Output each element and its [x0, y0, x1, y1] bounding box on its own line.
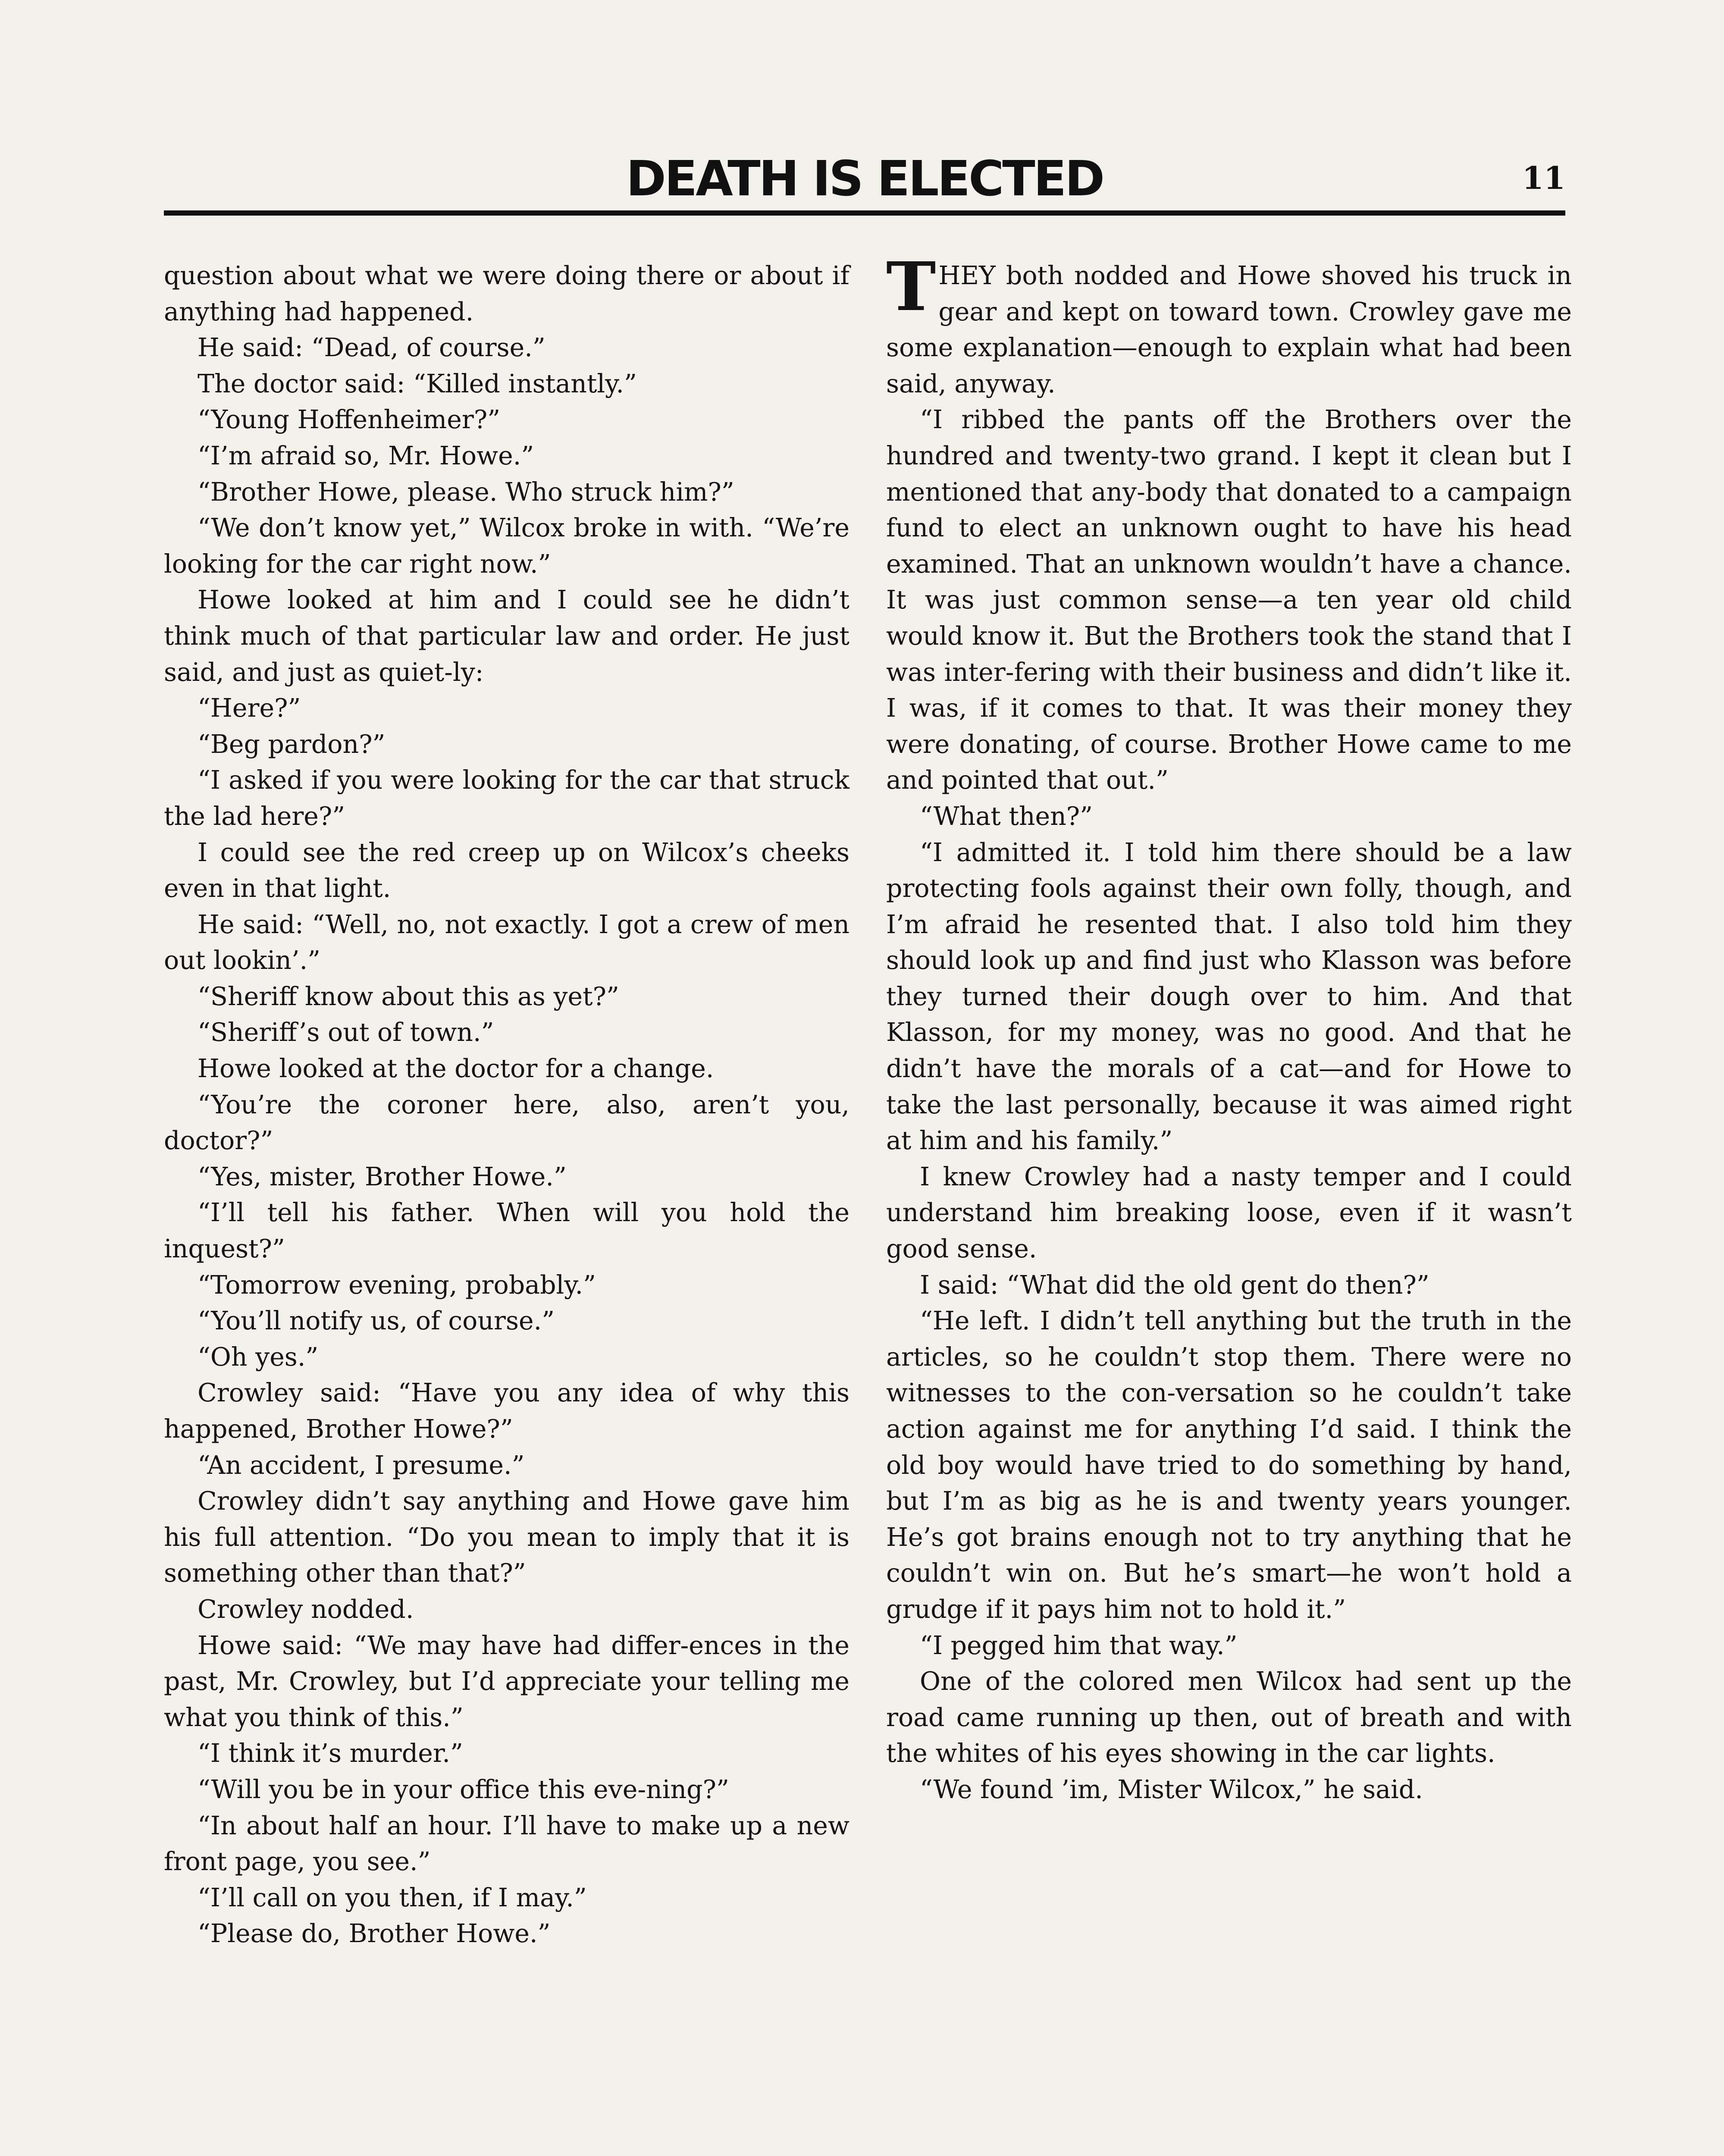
paragraph: “I’m afraid so, Mr. Howe.”: [197, 441, 534, 470]
paragraph: “Oh yes.”: [197, 1342, 319, 1372]
paragraph: “Tomorrow evening, probably.”: [197, 1270, 596, 1300]
header-rule: [164, 210, 1565, 216]
paragraph: “I think it’s murder.”: [197, 1739, 463, 1768]
right-column: [886, 247, 1572, 1808]
paragraph: “An accident, I presume.”: [197, 1450, 525, 1480]
paragraph: “We don’t know yet,” Wilcox broke in with. “We’re looking for the car right now.”: [164, 513, 849, 579]
paragraph: “I asked if you were looking for the car that struck the lad here?”: [164, 765, 849, 831]
paragraph: I could see the red creep up on Wilcox’s cheeks even in that light.: [164, 837, 849, 903]
paragraph: “I pegged him that way.”: [920, 1630, 1238, 1660]
paragraph: Howe looked at him and I could see he didn’t think much of that particular law and order. He just said, and just as quiet-ly:: [164, 585, 849, 687]
paragraph: “We found ’im, Mister Wilcox,” he said.: [920, 1774, 1423, 1804]
page-number: 11: [1522, 160, 1565, 196]
paragraph: One of the colored men Wilcox had sent up the road came running up then, out of breath and with the whites of his eyes showing in the car lights.: [886, 1667, 1572, 1768]
paragraph: “He left. I didn’t tell anything but the truth in the articles, so he couldn’t stop them. There were no witnesses to the con-versation so he couldn’t take action against me for anything I’d said. I think the old boy would have tried to do something by hand, but I’m as big as he is and twenty years younger. He’s got brains enough not to try anything that he couldn’t win on. But he’s smart—he won’t hold a grudge if it pays him not to hold it.”: [886, 1306, 1572, 1624]
paragraph: “I ribbed the pants off the Brothers over the hundred and twenty-two grand. I kept it clean but I mentioned that any-body that donated to a campaign fund to elect an unknown ought to have his head examined. That an unknown wouldn’t have a chance. It was just common sense—a ten year old child would know it. But the Brothers took the stand that I was inter-fering with their business and didn’t like it. I was, if it comes to that. It was their money they were donating, of course. Brother Howe came to me and pointed that out.”: [886, 405, 1572, 795]
paragraph: He said: “Dead, of course.”: [197, 333, 545, 363]
paragraph: “You’ll notify us, of course.”: [197, 1306, 555, 1336]
paragraph: I said: “What did the old gent do then?”: [920, 1270, 1429, 1300]
opening-text: HEY both nodded and Howe shoved his truck in gear and kept on toward town. Crowley gave me some explanation—enough to explain what had been said, anyway.: [886, 261, 1572, 398]
paragraph: Crowley said: “Have you any idea of why this happened, Brother Howe?”: [164, 1378, 849, 1444]
paragraph: “Yes, mister, Brother Howe.”: [197, 1162, 567, 1191]
paragraph: “Sheriff’s out of town.”: [197, 1018, 494, 1047]
paragraph: “Please do, Brother Howe.”: [197, 1919, 551, 1949]
paragraph: The doctor said: “Killed instantly.”: [197, 369, 637, 398]
paragraph: “Brother Howe, please. Who struck him?”: [197, 477, 734, 507]
paragraph: “You’re the coroner here, also, aren’t you, doctor?”: [164, 1090, 849, 1156]
paragraph: Crowley didn’t say anything and Howe gave him his full attention. “Do you mean to imply that it is something other than that?”: [164, 1486, 849, 1588]
paragraph: “What then?”: [920, 801, 1093, 831]
paragraph: “Sheriff know about this as yet?”: [197, 981, 619, 1011]
paragraph: Crowley nodded.: [197, 1594, 414, 1624]
paragraph: “I’ll tell his father. When will you hold the inquest?”: [164, 1198, 849, 1264]
paragraph: Howe looked at the doctor for a change.: [197, 1054, 714, 1084]
paragraph: question about what we were doing there or about if anything had happened.: [164, 261, 849, 326]
paragraph: “I admitted it. I told him there should be a law protecting fools against their own folly, though, and I’m afraid he resented that. I also told him they should look up and find just who Klasson was before they turned their dough over to him. And that Klasson, for my money, was no good. And that he didn’t have the morals of a cat—and for Howe to take the last personally, because it was aimed right at him and his family.”: [886, 837, 1572, 1156]
paragraph: “Beg pardon?”: [197, 729, 386, 759]
paragraph: “I’ll call on you then, if I may.”: [197, 1883, 587, 1912]
paragraph: Howe said: “We may have had differ-ences in the past, Mr. Crowley, but I’d appreciate your telling me what you think of this.”: [164, 1630, 849, 1732]
paragraph: “Will you be in your office this eve-ning?”: [197, 1774, 729, 1804]
paragraph: He said: “Well, no, not exactly. I got a crew of men out lookin’.”: [164, 909, 849, 975]
paragraph: “Young Hoffenheimer?”: [197, 405, 501, 435]
page-header: [164, 142, 1565, 207]
paragraph: I knew Crowley had a nasty temper and I could understand him breaking loose, even if it wasn’t good sense.: [886, 1162, 1572, 1264]
drop-cap: T: [886, 247, 936, 326]
opening-paragraph: [886, 247, 1572, 402]
story-title: DEATH IS ELECTED: [626, 151, 1103, 207]
paragraph: “Here?”: [197, 693, 301, 723]
left-column: [164, 258, 849, 1952]
paragraph: “In about half an hour. I’ll have to make up a new front page, you see.”: [164, 1811, 849, 1877]
